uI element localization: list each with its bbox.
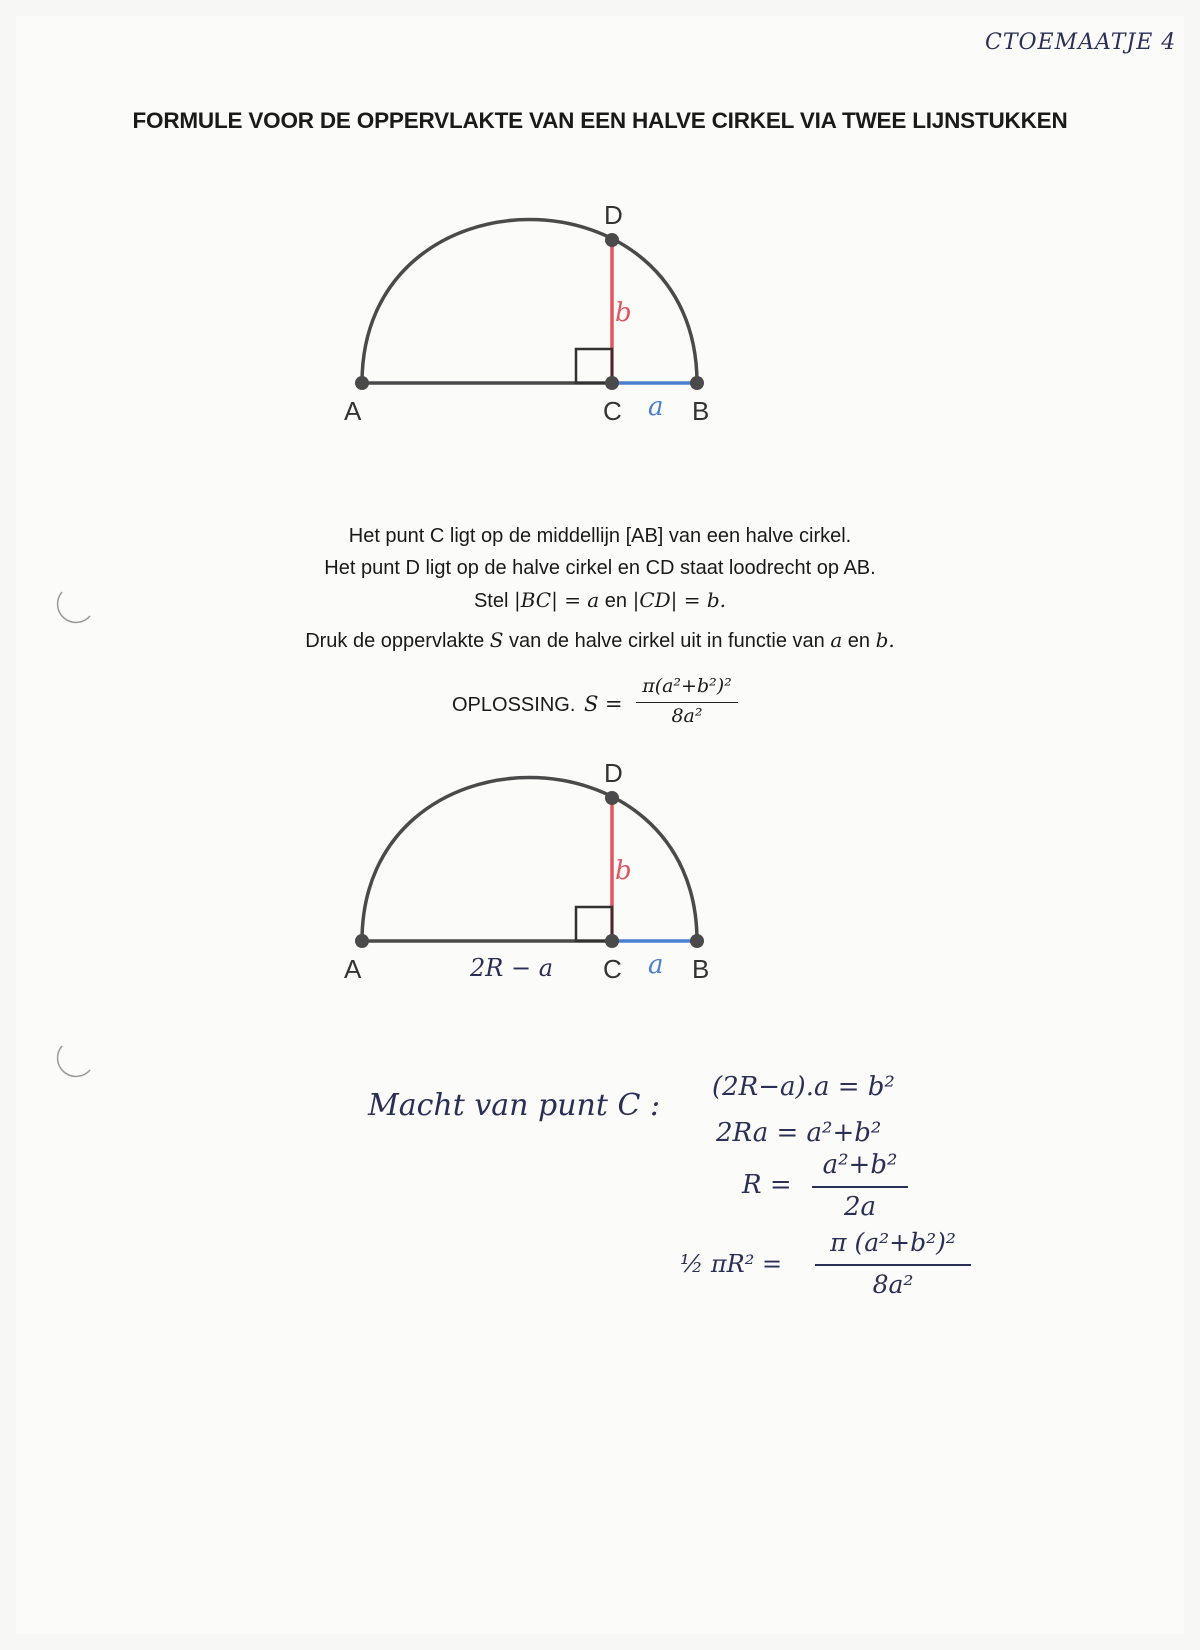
page-title: FORMULE VOOR DE OPPERVLAKTE VAN EEN HALVE CIRKEL VIA TWEE LIJNSTUKKEN xyxy=(132,108,1068,133)
diagram-2 xyxy=(0,758,1200,1028)
task-line: Druk de oppervlakte S van de halve cirkel uit in functie van a en b. xyxy=(305,628,895,652)
point-d xyxy=(605,233,619,247)
point-a xyxy=(355,376,369,390)
handwritten-lead: Macht van punt C : xyxy=(368,1088,661,1123)
solution-numerator: π(a²+b²)² xyxy=(642,675,732,697)
solution-lhs: S = xyxy=(584,692,623,716)
point-b xyxy=(690,934,704,948)
semicircle-arc xyxy=(362,778,697,942)
diagram-1 xyxy=(0,200,1200,470)
label-var-a: a xyxy=(648,950,664,980)
label-var-a: a xyxy=(648,392,664,422)
solution-fraction xyxy=(632,672,742,729)
expr-cd: |CD| = b. xyxy=(632,588,727,612)
handwritten-label-ac: 2R − a xyxy=(470,954,554,982)
handwritten-fraction-bar-2 xyxy=(815,1264,971,1266)
point-b xyxy=(690,376,704,390)
expr-bc: |BC| = a xyxy=(513,588,600,612)
right-angle-mark xyxy=(576,349,612,383)
semicircle-diagram-2 xyxy=(0,758,1200,1028)
handwritten-eq-4-num: π (a²+b²)² xyxy=(830,1228,956,1257)
label-b: B xyxy=(692,396,710,426)
label-a: A xyxy=(344,954,362,984)
problem-line-2: Het punt D ligt op de halve cirkel en CD staat loodrecht op AB. xyxy=(324,557,876,579)
handwritten-eq-1: (2R−a).a = b² xyxy=(712,1072,895,1102)
problem-line-3: Stel |BC| = a en |CD| = b. xyxy=(473,588,727,612)
problem-statement xyxy=(0,520,1200,617)
point-a xyxy=(355,934,369,948)
right-angle-mark xyxy=(576,907,612,941)
handwritten-eq-3-num: a²+b² xyxy=(822,1150,898,1180)
semicircle-arc xyxy=(362,220,697,384)
label-a: A xyxy=(344,396,362,426)
handwritten-eq-4-lhs: ½ πR² = xyxy=(680,1250,783,1278)
handwritten-eq-3-den: 2a xyxy=(843,1192,877,1222)
handwritten-eq-3-lhs: R = xyxy=(742,1170,792,1200)
label-d: D xyxy=(604,200,623,230)
handwritten-eq-2: 2Ra = a²+b² xyxy=(716,1118,882,1148)
label-c: C xyxy=(603,396,622,426)
point-c xyxy=(605,934,619,948)
solution-denominator: 8a² xyxy=(671,705,703,727)
label-d: D xyxy=(604,758,623,788)
punch-hole-mark-2 xyxy=(52,1040,102,1080)
label-var-b: b xyxy=(615,298,632,328)
label-var-b: b xyxy=(615,856,632,886)
header-note: CTOEMAATJE 4 xyxy=(985,30,1177,55)
label-b: B xyxy=(692,954,710,984)
semicircle-diagram-1 xyxy=(0,200,1200,470)
punch-hole-mark-1 xyxy=(52,586,102,626)
handwritten-fraction-bar-1 xyxy=(812,1186,908,1188)
handwritten-eq-4-den: 8a² xyxy=(872,1270,914,1299)
point-d xyxy=(605,791,619,805)
solution-label: OPLOSSING. xyxy=(452,694,576,716)
point-c xyxy=(605,376,619,390)
label-c: C xyxy=(603,954,622,984)
problem-line-1: Het punt C ligt op de middellijn [AB] van een halve cirkel. xyxy=(348,525,852,547)
